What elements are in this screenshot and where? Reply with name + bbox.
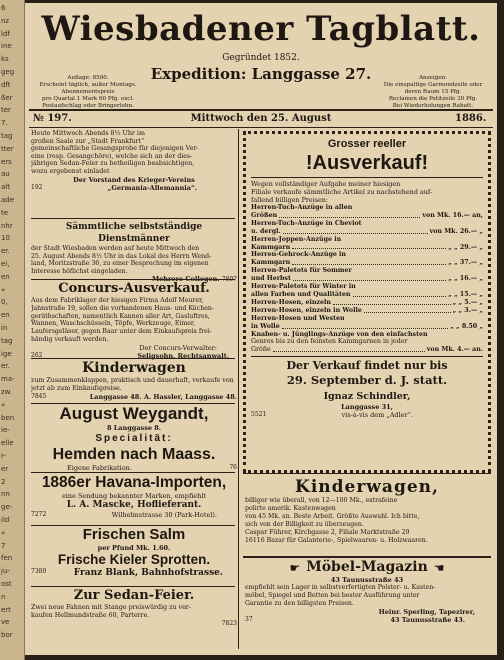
dot-leader [333, 299, 451, 305]
ad-moebel-sign: Heinr. Sperling, Tapezirer, [378, 608, 475, 616]
dot-leader [364, 307, 451, 313]
ad-num: 192 [31, 183, 43, 191]
gutter-fragment: ve [1, 618, 10, 627]
text-line: land, Moritzstraße 36, zu einer Besprechung im eigenen [31, 260, 209, 268]
ad-weygandt-sub: Eigene Fabrikation. [67, 464, 132, 472]
text-line: zum Zusammenklappen, praktisch und dauerhaft, verkaufe von [31, 377, 234, 384]
ad-moebel-heading: Möbel-Magazin [306, 559, 428, 575]
ad-weygandt-address: 8 Langgasse 8. [106, 424, 162, 432]
ad-ausverkauf-until-date: 29. September d. J. statt. [286, 372, 448, 387]
ad-num: 7807 [221, 276, 237, 284]
column-divider [238, 129, 239, 649]
gutter-fragment: ter [1, 106, 11, 115]
price-row [251, 204, 483, 212]
gutter-fragment: tag [1, 336, 13, 345]
right-column [243, 129, 493, 651]
price-item-name: Herren-Paletots für Winter in [251, 283, 356, 291]
ad-weygandt-heading: August Weygandt, [59, 404, 209, 423]
price-row [251, 299, 483, 307]
dot-leader [353, 291, 447, 297]
gutter-fragment: ldf [1, 29, 10, 38]
ad-separator [243, 556, 491, 558]
text-line: möbel, Spiegel und Betten bei bester Ausführung unter [245, 592, 420, 599]
gutter-fragment: ks [1, 55, 9, 64]
price-row [251, 259, 483, 267]
ad-num: 7272 [31, 511, 47, 518]
gutter-fragment: fen [1, 554, 13, 563]
text-line: Laufersgeläser, gegen Baar unter dem Einkaufspreis frei- [31, 328, 212, 336]
ad-num: 7823 [221, 620, 237, 627]
text-line: Jahnstraße 19, sollen die vorhandenen Haus- und Küchen- [31, 304, 214, 312]
ad-concurs-heading: Concurs-Ausverkauf. [58, 281, 210, 296]
gutter-fragment: ei, [1, 260, 10, 268]
ad-concurs-sign: Der Concurs-Verwalter: [139, 343, 217, 352]
ad-kinderwagen-hassler-heading: Kinderwagen [82, 360, 186, 376]
price-row [251, 236, 483, 244]
ad-salm-heading: Frischen Salm [82, 526, 186, 543]
price-item-price: von Mk. 16.— an, [422, 211, 483, 219]
text-line: Interesse höflichst eingeladen. [31, 267, 128, 275]
dot-leader [292, 259, 446, 265]
ad-separator [31, 218, 235, 219]
price-item-name: u. dergl. [251, 227, 281, 235]
ad-ausverkauf-price-list [251, 204, 483, 331]
dot-leader [279, 212, 420, 218]
issue-number: № 197. [33, 113, 72, 124]
price-row [251, 244, 483, 252]
ad-weygandt-big: Hemden nach Maass. [52, 446, 216, 463]
text-line: 25. August Abends 8½ Uhr in das Lokal des Herrn Wend- [31, 252, 212, 260]
text-line: sich von der Billigkeit zu überzeugen. [245, 520, 364, 528]
ad-sedan-rehearsal-sign: Der Vorstand des Krieger-Vereins [73, 175, 195, 184]
price-item-price: von Mk. 4.— an. [426, 346, 483, 354]
text-line: billiger wie überall, von 12—100 Mk., extrafeine [245, 497, 398, 504]
text-line: von 45 Mk. an. Beste Arbeit. Größte Auswahl. Ich bitte, [245, 512, 420, 520]
masthead-expedition: Expedition: Langgasse 27. [150, 65, 372, 83]
gutter-fragment: ßer [1, 93, 13, 102]
ad-kinderwagen-hassler [31, 360, 237, 401]
price-item-name: Herren-Hosen, einzeln in Wolle [251, 306, 362, 314]
price-item-name: Größen [251, 211, 278, 219]
gutter-fragment: te [1, 208, 9, 217]
ad-ausverkauf-addr2: vis-à-vis dem „Adler“. [341, 410, 413, 419]
ad-concurs-text [31, 297, 237, 344]
ad-concurs [31, 281, 237, 360]
price-item-name: in Wolle [251, 322, 280, 330]
price-item-price: „ „ 37.— „ [448, 259, 483, 267]
ad-moebel-sign2: 43 Taunusstraße 43. [390, 616, 465, 624]
text-line: wozu ergebenst einladet [31, 167, 110, 175]
price-item-name: Herren-Tuch-Anzüge in Cheviot [251, 219, 362, 227]
price-row [251, 283, 483, 291]
ad-kinderwagen-fuehrer [245, 477, 489, 544]
price-row [251, 251, 483, 259]
gutter-fragment: nn [1, 490, 10, 499]
ad-ausverkauf-addr: Langgasse 31, [341, 402, 393, 411]
price-row [251, 315, 483, 323]
text-line: gemeinschaftliche Gesangsprobe für diejenigen Ver- [31, 145, 199, 153]
dot-leader [283, 228, 428, 234]
ad-salm-price: per Pfund Mk. 1.60. [97, 544, 171, 552]
ad-ausverkauf-boys [251, 331, 483, 354]
text-line: Filiale verkaufe sämmtliche Artikel zu nachstehend auf- [251, 188, 433, 196]
ad-ausverkauf-heading: !Ausverkauf! [305, 152, 429, 174]
sale-rule [251, 177, 483, 178]
price-item-name: Herren-Hosen, einzeln [251, 298, 331, 306]
gutter-fragment: « [1, 285, 6, 294]
dateline-top-rule [29, 109, 493, 111]
price-row [251, 228, 483, 236]
ad-moebel [245, 559, 489, 624]
ad-weygandt [31, 404, 237, 472]
text-line: Wannen, Waschschüsseln, Töpfe, Werkzeuge, Eimer, [31, 320, 196, 328]
previous-page-edge [0, 0, 25, 660]
text-line: Größe von Mk. 4.— an. [251, 346, 483, 354]
text-line: Heute Mittwoch Abends 8½ Uhr im [31, 130, 145, 137]
gutter-fragment: tag [1, 132, 13, 140]
gutter-fragment: « [1, 528, 6, 537]
pointing-hand-right-icon: ☚ [433, 560, 445, 575]
text-line: Aus dem Fabriklager der hiesigen Firma Adolf Meurer, [31, 297, 204, 304]
gutter-fragment: 7 [1, 541, 6, 550]
text-line: Knaben- u. Jünglings-Anzüge von den einfachsten [251, 330, 428, 338]
gutter-fragment: nhr [1, 221, 13, 230]
price-item-name: Kammgarn [251, 259, 291, 267]
dot-leader [282, 323, 449, 329]
price-item-price: „ „ 15.— „ [448, 290, 483, 298]
ad-moebel-sub: 43 Taunusstraße 43 [330, 576, 404, 584]
gutter-fragment: bor [1, 631, 13, 640]
ad-sedan-rehearsal [31, 130, 237, 192]
text-line: eine (resp. Gesangchöre), welche sich an der dies- [31, 152, 193, 160]
ad-porters-sign: Mehrere Collegen. [151, 275, 220, 284]
gutter-fragment: ma- [1, 375, 15, 384]
ad-ausverkauf-name: Ignaz Schindler, [323, 390, 411, 402]
ad-num: 262 [31, 351, 43, 359]
price-item-name: Kammgarn [251, 243, 291, 251]
masthead-title: Wiesbadener Tagblatt. [41, 9, 481, 49]
ad-kinderwagen-fuehrer-text [245, 497, 489, 544]
ad-porters-heading: Sämmtliche selbstständige Dienstmänner [65, 222, 203, 244]
text-line: kaufen Hellmundstraße 60, Parterre. [31, 612, 150, 619]
gutter-fragment: zw. [1, 388, 12, 396]
gutter-fragment: tter [1, 144, 14, 153]
price-row [251, 307, 483, 315]
dateline-bottom-rule [29, 127, 493, 128]
price-item-name: Herren-Hosen und Westen [251, 314, 345, 322]
dot-leader [293, 275, 446, 281]
ad-sedan-flags-text [31, 604, 237, 620]
ad-havana-name: L. A. Mascke, Hoflieferant. [66, 500, 202, 510]
ad-separator [243, 473, 491, 474]
masthead-right-info-line: Anzeigen: [418, 75, 448, 81]
gutter-fragment: ben [1, 413, 15, 422]
text-line: polirte amerik. Kastenwagen [245, 504, 336, 512]
ad-porters-text [31, 245, 237, 275]
gutter-fragment: ie- [1, 426, 10, 435]
ad-sedan-flags [31, 588, 237, 628]
gutter-fragment: ge- [1, 503, 13, 512]
ad-salm [31, 526, 237, 578]
gutter-fragment: en [1, 272, 10, 281]
price-item-name: Herren-Joppen-Anzüge in [251, 235, 342, 243]
gutter-fragment: ige [1, 349, 12, 358]
masthead-left-info-line: Auflage: 8500. [67, 75, 109, 81]
text-line: fallend billigen Preisen: [251, 196, 329, 204]
price-item-price: „ „ 29.— „ [448, 243, 483, 251]
masthead-right-info-line: Die einspaltige Garmondzeile oder [383, 82, 483, 88]
gutter-fragment: in [1, 324, 8, 332]
price-item-price: „ „ 5.— „ [452, 298, 483, 306]
masthead-left-info-line: pro Quartal 1 Mark 60 Pfg. excl. [41, 96, 135, 102]
gutter-fragment: alt [1, 183, 10, 192]
gutter-fragment: 7. [1, 119, 8, 128]
price-row [251, 267, 483, 275]
masthead-right-info-line: Reclamen die Petitzeile 30 Pfg. [388, 96, 478, 102]
gutter-fragment: ade [1, 196, 15, 204]
text-line: Genres bis zu den feinsten Kammgarnen in jeder [251, 338, 408, 346]
ad-kinderwagen-hassler-text [31, 377, 237, 393]
gutter-fragment: elle [1, 439, 14, 448]
text-line: Garantie zu den billigsten Preisen. [245, 600, 354, 607]
gutter-fragment: ild [1, 516, 10, 524]
gutter-fragment: er [1, 464, 9, 473]
price-item-price: von Mk. 26.— „ [429, 227, 483, 235]
gutter-fragment: 2 [1, 477, 6, 486]
dot-leader [273, 346, 425, 352]
left-column [31, 130, 235, 650]
ad-num: 76 [229, 464, 237, 471]
text-line: der Stadt Wiesbaden werden auf heute Mittwoch den [31, 245, 200, 252]
gutter-fragment: dft [1, 80, 11, 89]
price-item-name: und Herbst [251, 275, 291, 283]
dot-leader [292, 244, 446, 250]
price-item-price: „ „ 8.50 „ [450, 322, 483, 330]
gutter-fragment: er. [1, 247, 10, 256]
ad-num: 7845 [31, 392, 47, 400]
ad-separator [31, 279, 235, 280]
ad-ausverkauf-intro [251, 180, 483, 204]
sale-rule [251, 356, 483, 357]
gutter-fragment: geg [1, 68, 15, 76]
price-item-name: allen Farben und Qualitäten [251, 290, 351, 298]
gutter-fragment: ost [1, 580, 12, 588]
gutter-fragment: en [1, 311, 10, 320]
price-item-price: „ „ 16.— „ [448, 275, 483, 283]
masthead-right-info [375, 75, 491, 110]
text-line: 16116 Bazar für Galanterie-, Spielwaaren- u. Holzwaaren. [245, 536, 428, 544]
gutter-fragment: nz [1, 16, 10, 25]
ad-weygandt-specialty: Specialität: [95, 433, 173, 444]
price-item-name: Herren-Tuch-Anzüge in allen [251, 204, 353, 211]
masthead-left-info-line: Postaufschlag oder Bringerlohn. [42, 103, 134, 109]
issue-year: 1886. [455, 113, 487, 124]
gutter-fragment: 6 [1, 4, 6, 12]
ad-sedan-rehearsal-text [31, 130, 237, 176]
price-row [251, 323, 483, 331]
gutter-fragment: ers [1, 157, 12, 166]
text-line: jährigen Sedan-Feier zu betheiligen beabsichtigen, [31, 160, 195, 168]
ad-salm-big: Frische Kieler Sprotten. [57, 552, 211, 567]
ad-num: 5521 [251, 410, 267, 418]
price-item-price: „ „ 3.— „ [452, 306, 483, 314]
ad-ausverkauf-top: Grosser reeller [327, 138, 407, 150]
price-row [251, 212, 483, 220]
price-item-name: Herren-Paletots für Sommer [251, 267, 352, 275]
gutter-fragment: n [1, 592, 6, 601]
newspaper-page [25, 3, 497, 655]
masthead-left-info [33, 75, 143, 110]
ad-salm-name: Franz Blank, Bahnhofstrasse. [73, 568, 223, 578]
gutter-fragment: 10 [1, 234, 10, 243]
ad-ausverkauf [251, 137, 483, 419]
text-line: Wegen vollständiger Aufgabe meiner hiesigen [251, 180, 401, 188]
text-line: händig verkauft werden. [31, 335, 109, 343]
text-line: Zwei neue Fahnen mit Stange preiswürdig zu ver- [31, 604, 191, 611]
ad-havana-line: eine Sendung bekannter Marken, empfiehlt [61, 492, 207, 500]
gutter-fragment: ine [1, 42, 12, 51]
masthead-left-info-line: Abonnementspreis [61, 89, 115, 95]
masthead-right-info-line: Bei Wiederholungen Rabatt. [392, 103, 474, 109]
ad-kinderwagen-hassler-sign: Langgasse 48. A. Hassler, Langgasse 48. [89, 392, 237, 401]
masthead-founded: Gegründet 1852. [222, 53, 300, 63]
ad-separator [31, 358, 235, 359]
ad-havana [31, 473, 237, 519]
text-line: geräthschaften, namentlich Kannen aller Art, Gasluftres, [31, 312, 210, 320]
gutter-fragment: ju- [1, 567, 10, 576]
pointing-hand-left-icon: ☛ [289, 560, 301, 575]
ad-havana-heading: 1886er Havana-Importen, [41, 474, 227, 491]
masthead-right-info-line: deren Raum 15 Pfg. [404, 89, 462, 95]
gutter-fragment: « [1, 400, 6, 409]
gutter-fragment: ert [1, 605, 11, 614]
ad-num: 7380 [31, 568, 47, 575]
price-item-name: Herren-Gehrock-Anzüge in [251, 251, 347, 259]
gutter-fragment: er. [1, 362, 10, 371]
text-line: großen Saale zur „Stadt Frankfurt“ [31, 137, 145, 145]
ad-moebel-text [245, 584, 489, 608]
ad-havana-addr: Wilhelmstrasse 30 (Park-Hotel). [111, 511, 217, 519]
ad-kinderwagen-fuehrer-heading: Kinderwagen, [295, 477, 439, 497]
price-row [251, 275, 483, 283]
ad-concurs-sign2: Seligsohn, Rechtsanwalt. [137, 351, 229, 360]
ad-separator [31, 586, 235, 587]
ad-num: 37 [245, 616, 253, 623]
ad-sedan-flags-heading: Zur Sedan-Feier. [73, 588, 195, 603]
ad-porters [31, 221, 237, 284]
gutter-fragment: au [1, 170, 10, 179]
text-line: empfiehlt sein Lager in selbstverfertigten Polster- u. Kasten- [245, 584, 436, 591]
text-line: Caspar Führer, Kirchgasse 2, Filiale Marktstraße 29 [245, 528, 410, 536]
price-row [251, 291, 483, 299]
text-line: jetzt ab zum Einkaufspreise. [31, 384, 122, 392]
gutter-fragment: r- [1, 452, 6, 460]
gutter-fragment: 0, [1, 298, 8, 307]
masthead-left-info-line: Erscheint täglich, außer Montags. [39, 82, 137, 88]
issue-date: Mittwoch den 25. August [190, 113, 332, 124]
ad-sedan-rehearsal-sign2: „Germania-Allemannia“. [107, 183, 197, 192]
ad-ausverkauf-until: Der Verkauf findet nur bis [286, 358, 448, 372]
price-row [251, 220, 483, 228]
